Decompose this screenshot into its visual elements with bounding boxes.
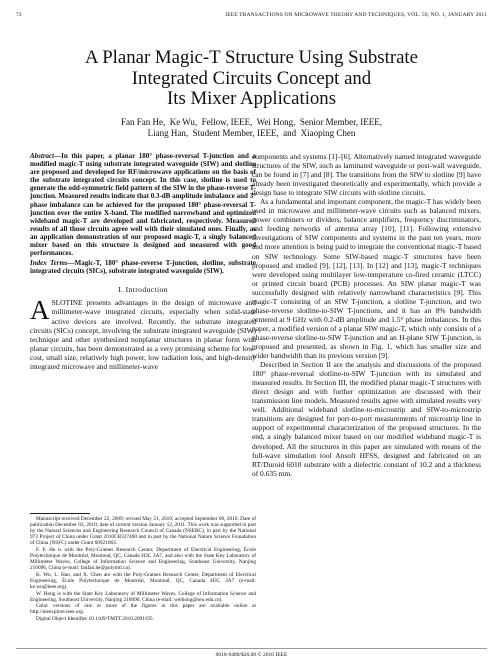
abstract [30,152,256,257]
footnote-authors-wu-han-chen: K. Wu, L. Han, and X. Chen are with the Poly-Grames Research Center, Department of Electrical Engineering, École Polytechnique de Montréal, Montreal, QC, Canada H3C 3A7 (e-mail: ke.wu@ieee.org). [30,571,256,591]
footnotes [30,516,256,623]
paper-title [30,48,473,110]
journal-citation: IEEE TRANSACTIONS ON MICROWAVE THEORY AND TECHNIQUES, VOL. 59, NO. 1, JANUARY 2011 [225,12,487,18]
author-list [30,117,473,138]
authors-line-1: Fan Fan He, Ke Wu, Fellow, IEEE, Wei Hong, Senior Member, IEEE, [120,117,383,127]
index-terms-lead: Index Terms [30,259,68,268]
footnote-rule [30,513,90,514]
section-heading-introduction: I. Introduction [118,285,168,295]
title-line-1: A Planar Magic-T Structure Using Substrate [85,47,418,68]
introduction-body-continued [252,152,481,478]
index-terms-text: —Magic-T, 180° phase-reverse T-junction, slotline, substrate integrated circuits (SICs), substrate integrated waveguide (SIW). [30,259,256,276]
footnote-author-he: F. F. He is with the Poly-Grames Research Center, Department of Electrical Engineering, École Polytechnique de Montréal, Montreal, QC, Canada H3C 3A7, and also with the State Key Laboratory of Millimeter Waves, College of Information Science and Engineering, Southeast University, Nanjing 210096, China (e-mail: fanfan.he@polymtl.ca). [30,546,256,572]
index-terms [30,259,256,275]
intro-paragraph-1-text: SLOTINE presents advantages in the design of microwave and millimeter-wave integrated circuits, especially when solid-state active devices are involved. Recently, the substrate integrated circuits (SICs) concept, involving the substrate integrated waveguide (SIW) technique and other synthesized nonplanar structures in planar form with planar circuits, has been demonstrated as a very promising scheme for low-cost, small size, relatively high power, low radiation loss, and high-density integrated microwave and millimeter-wave [30,298,256,371]
authors-line-2: Liang Han, Student Member, IEEE, and Xiaoping Chen [147,127,356,138]
bottom-rule [16,648,487,649]
abstract-text: —In this paper, a planar 180° phase-reversal T-junction and a modified magic-T using substrate integrated waveguide (SIW) and slotline are proposed and developed for RF/microwave applications on the basis of the substrate integrated circuits concept. In this case, slotline is used to generate the odd-symmetric field pattern of the SIW in the phase-reverse T-junction. Measured results indicate that 0.3-dB amplitude imbalance and 3° phase imbalance can be achieved for the proposed 180° phase-reversal T-junction over the entire X-band. The modified narrowband and optimized wideband magic-T are developed and fabricated, respectively. Measured results of all those circuits agree well with their simulated ones. Finally, as an application demonstration of our proposed magic-T, a singly balanced mixer based on this structure is designed and measured with good performances. [30,152,256,258]
intro-paragraph-3: Described in Section II are the analysis and discussions of the proposed 180° phase-reversal slotline-to-SIW T-junction with its simulated and measured results. In Section III, the modified planar magic-T structures with direct design and with further optimization are discussed with their transmission line models. Measured results agree with simulated results very well. Additional wideband slotline-to-microstrip and SIW-to-microstrip transitions are designed for port-to-port measurements of microstrip line in support of experimental characterization of the proposed structures. In the end, a singly balanced mixer based on our modified wideband magic-T is developed. All the structures in this paper are simulated with means of the full-wave simulation tool Ansoft HFSS, designed and fabricated on an RT/Duroid 6010 substrate with a dielectric constant of 10.2 and a thickness of 0.635 mm. [252,360,481,478]
running-header [16,12,487,22]
intro-paragraph-1-continued: components and systems [1]–[6]. Alternatively named integrated waveguide structures of the SIW, such as laminated waveguide or post-wall waveguide, can be found in [7] and [8]. The transitions from the SIW to slotline [9] have already been investigated theoretically and experimentally, which provide a design base to integrate SIW circuits with slotline circuits. [252,152,481,198]
left-column [30,152,256,371]
footnote-color-versions: Color versions of one or more of the figures in this paper are available online at http://ieeexplore.ieee.org. [30,603,256,616]
page-number: 72 [16,12,22,18]
footnote-doi: Digital Object Identifier 10.1109/TMTT.2010.2091195 [36,616,153,622]
title-line-2: Integrated Circuits Concept and [131,67,372,89]
title-line-3: Its Mixer Applications [166,88,336,109]
right-column [252,152,481,478]
intro-paragraph-1 [30,295,256,371]
intro-paragraph-2: As a fundamental and important component, the magic-T has widely been used in microwave and millimeter-wave circuits such as balanced mixers, power combiners or dividers, balance amplifiers, frequency discriminators, and feeding networks of antenna array [10], [11]. Following extensive investigations of SIW components and systems in the past ten years, more and more attention is being paid to integrate the conventional magic-T based on SIW technology. Some SIW-based magic-T structures have been proposed and studied [9], [12], [13]. In [12] and [13], magic-T techniques were developed using multilayer low-temperature co-fired ceramic (LTCC) or printed circuit board (PCB) processes. An SIW planar magic-T was successfully designed with relatively narrowband characteristics [9]. This magic-T consisting of an SIW T-junction, a slotline T-junction, and two phase-reverse slotline-to-SIW T-junctions, and it has an 8% bandwidth centered at 9 GHz with 0.2-dB amplitude and 1.5° phase imbalances. In this paper, a modified version of a planar SIW magic-T, which only consists of a phase-reverse slotline-to-SIW T-junction and an H-plane SIW T-junction, is proposed and presented, as shown in Fig. 1, which has smaller size and wider bandwidth than its previous version [9]. [252,197,481,361]
copyright-line: 0018-9480/$26.00 © 2010 IEEE [215,652,288,658]
drop-cap: A [30,295,50,326]
footnote-author-hong: W. Hong is with the State Key Laboratory of Millimeter Waves, College of Information Science and Engineering, Southeast University, Nanjing 210096, China (e-mail: weihong@seu.edu.cn). [30,590,256,603]
introduction-body [30,295,256,371]
abstract-lead: Abstract [30,152,55,160]
footnote-manuscript: Manuscript received December 22, 2009; revised May 21, 2010; accepted September 06, 2010. Date of publication December 03, 2010; date of current version January 12, 2011. This work was supported in part by the Natural Sciences and Engineering Research Council of Canada (NSERC), in part by the National 973 Project of China under Grant 2010CB327400 and in part by the National Nature Science Foundation of China (NSFC) under Grant 60921063. [30,516,256,547]
